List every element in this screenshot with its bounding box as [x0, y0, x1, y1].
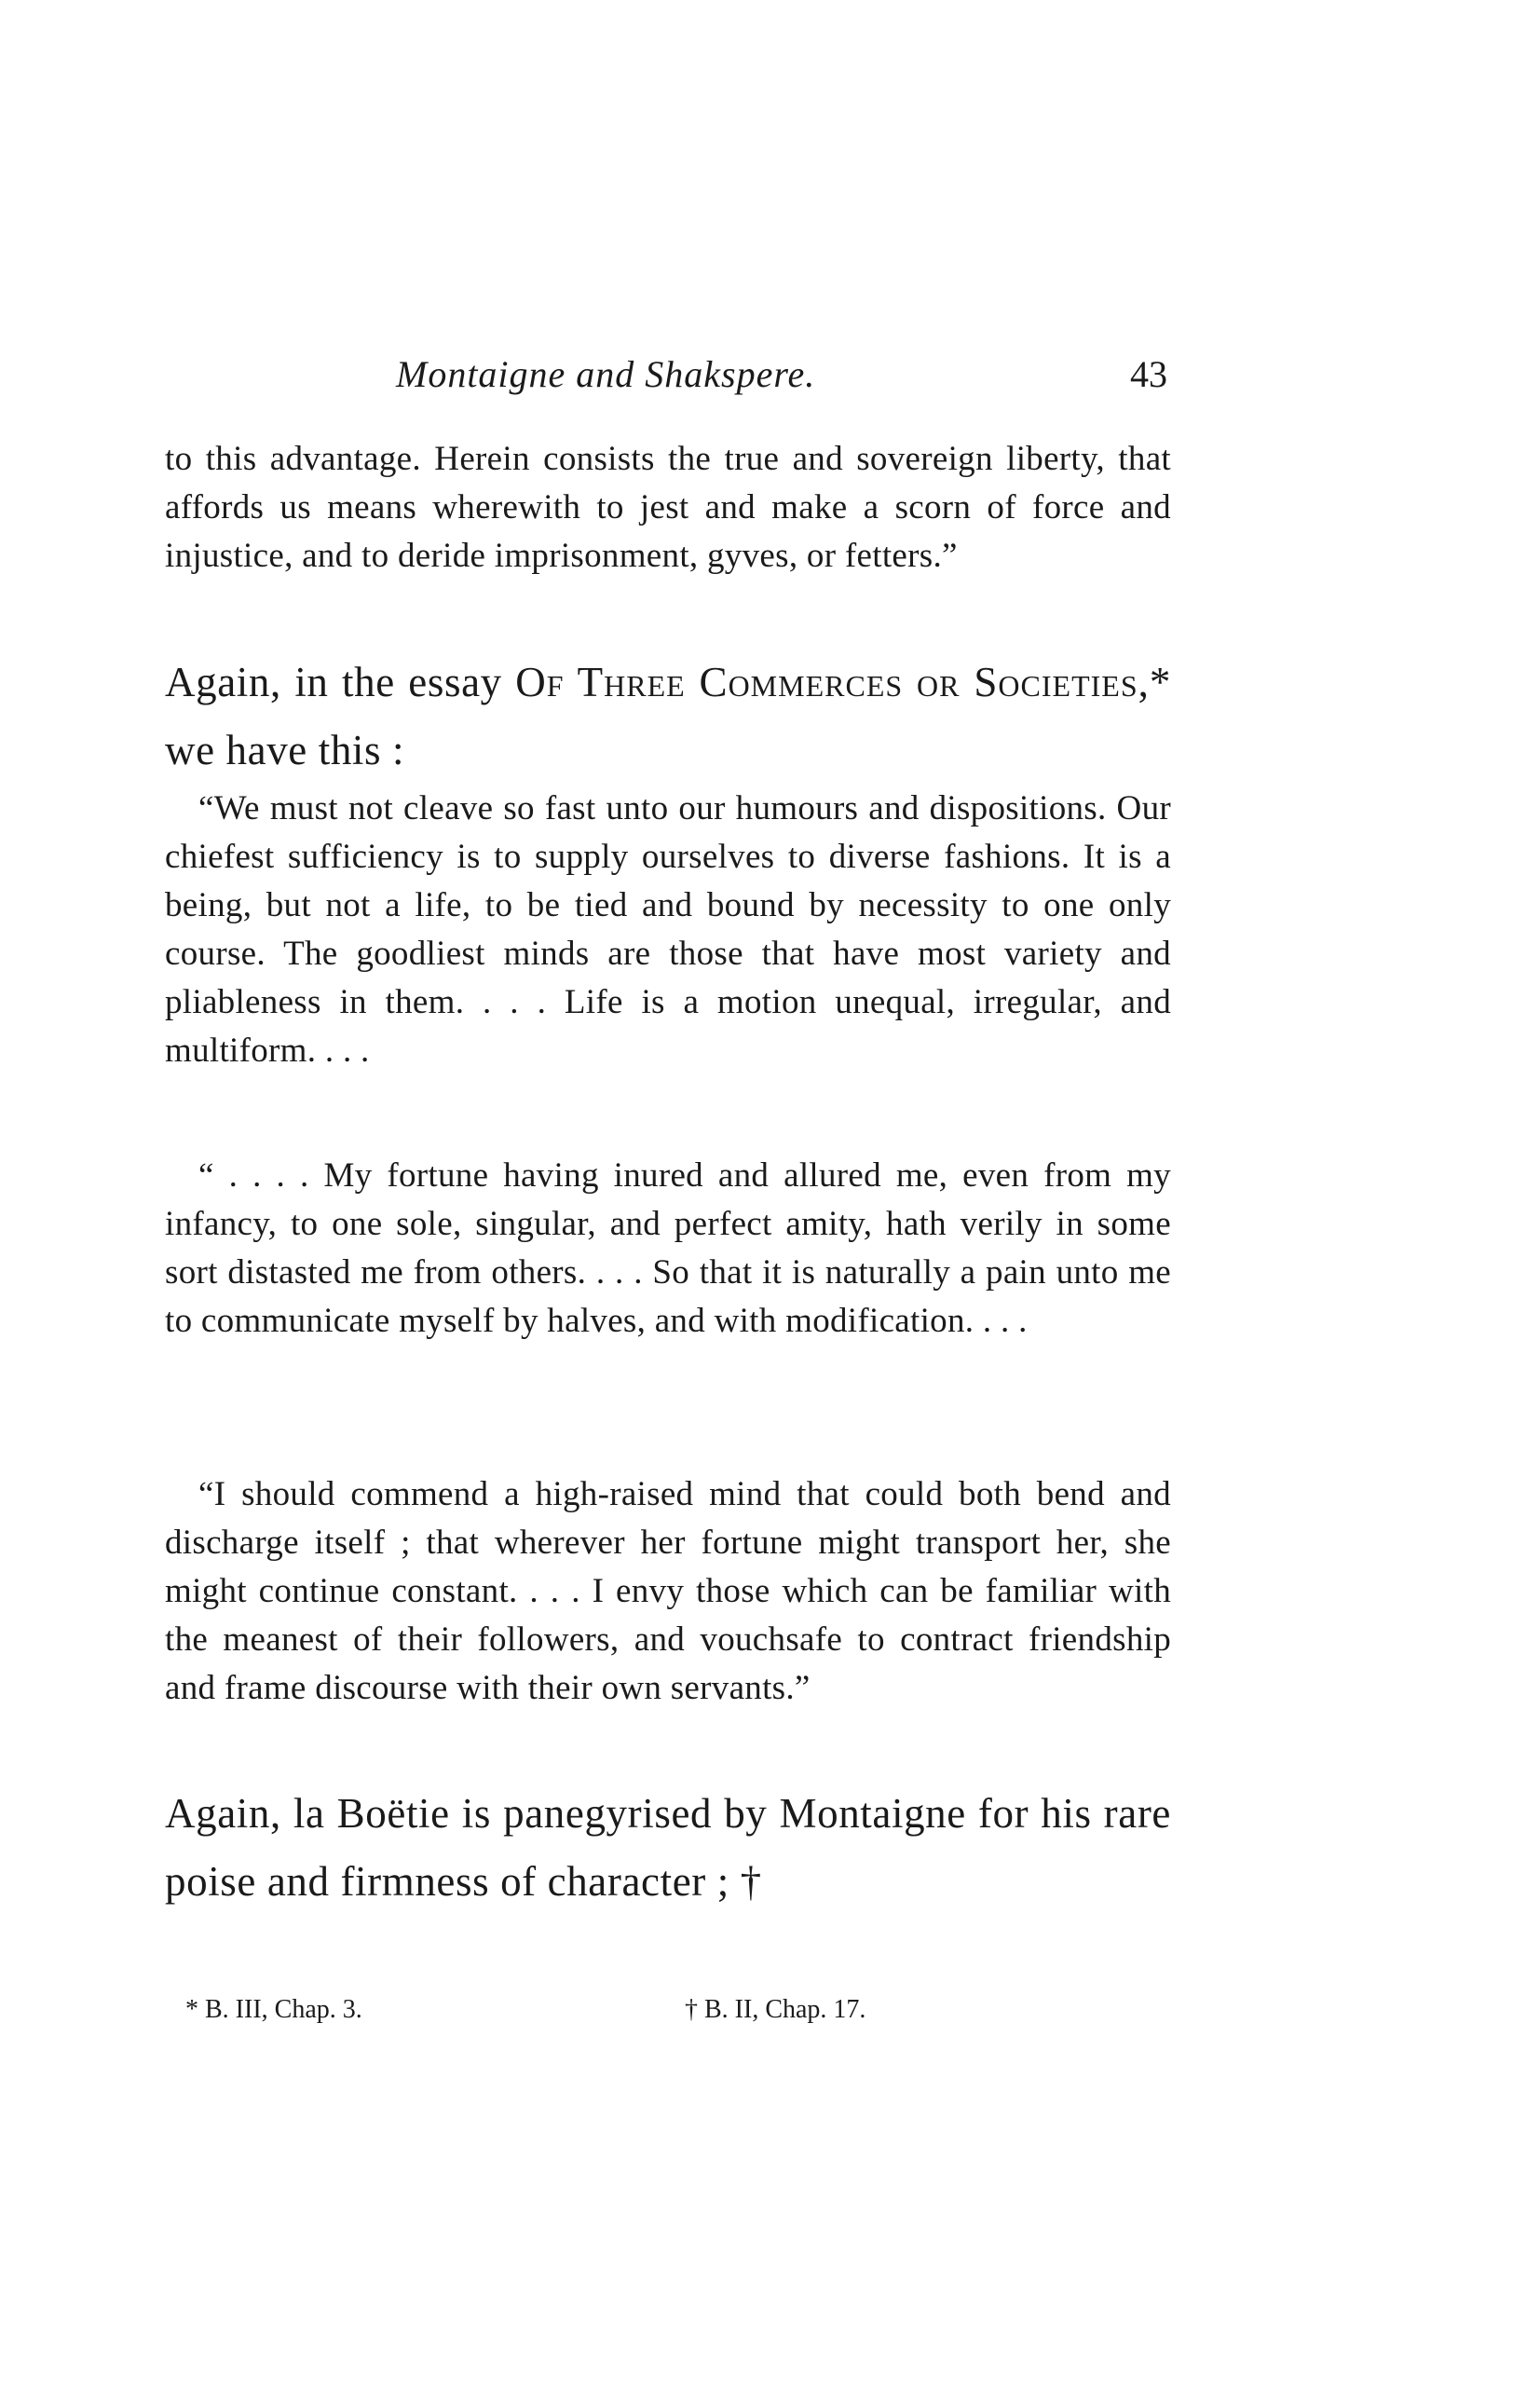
footnote-1: * B. III, Chap. 3.	[185, 1995, 362, 2024]
quote-paragraph-2: “ . . . . My fortune having inured and allured me, even from my infancy, to one sole, singular, and perfect amity, hath verily in some sort distasted me from others. . . . So that it is naturally a pain unto me to communicate myself by halves, and with modification. . . .	[165, 1156, 1171, 1340]
paragraph-continuation: to this advantage. Herein consists the true and sovereign liberty, that affords us means wherewith to jest and make a scorn of force and injustice, and to deride imprisonment, gyves, or fetters.”	[165, 440, 1171, 575]
quote-paragraph-3: “I should commend a high-raised mind that could both bend and discharge itself ; that wherever her fortune might transport her, she might continue constant. . . . I envy those which can be familiar with the meanest of their followers, and vouchsafe to contract friendship and frame discourse with their own servants.”	[165, 1475, 1171, 1707]
running-title: Montaigne and Shakspere.	[396, 353, 816, 395]
essay-intro-lead: Again, in the essay	[165, 659, 516, 705]
running-head	[165, 347, 1171, 403]
paragraph-essay-intro	[165, 649, 1171, 785]
essay-title: Of Three Commerces or Societies,	[515, 659, 1150, 705]
essay-intro-tail: * we have this :	[165, 659, 1171, 773]
footnote-2: † B. II, Chap. 17.	[685, 1995, 866, 2024]
page-number: 43	[1130, 353, 1167, 395]
quote-paragraph-1: “We must not cleave so fast unto our humours and dispositions. Our chiefest sufficiency is to supply ourselves to diverse fashions. It is a being, but not a life, to be tied and bound by necessity to one only course. The goodliest minds are those that have most variety and pliableness in them. . . . Life is a motion unequal, irregular, and multiform. . . .	[165, 789, 1171, 1070]
footnotes	[165, 1987, 1171, 2033]
paragraph-panegyric: Again, la Boëtie is panegyrised by Montaigne for his rare poise and firmness of character ; †	[165, 1790, 1171, 1905]
